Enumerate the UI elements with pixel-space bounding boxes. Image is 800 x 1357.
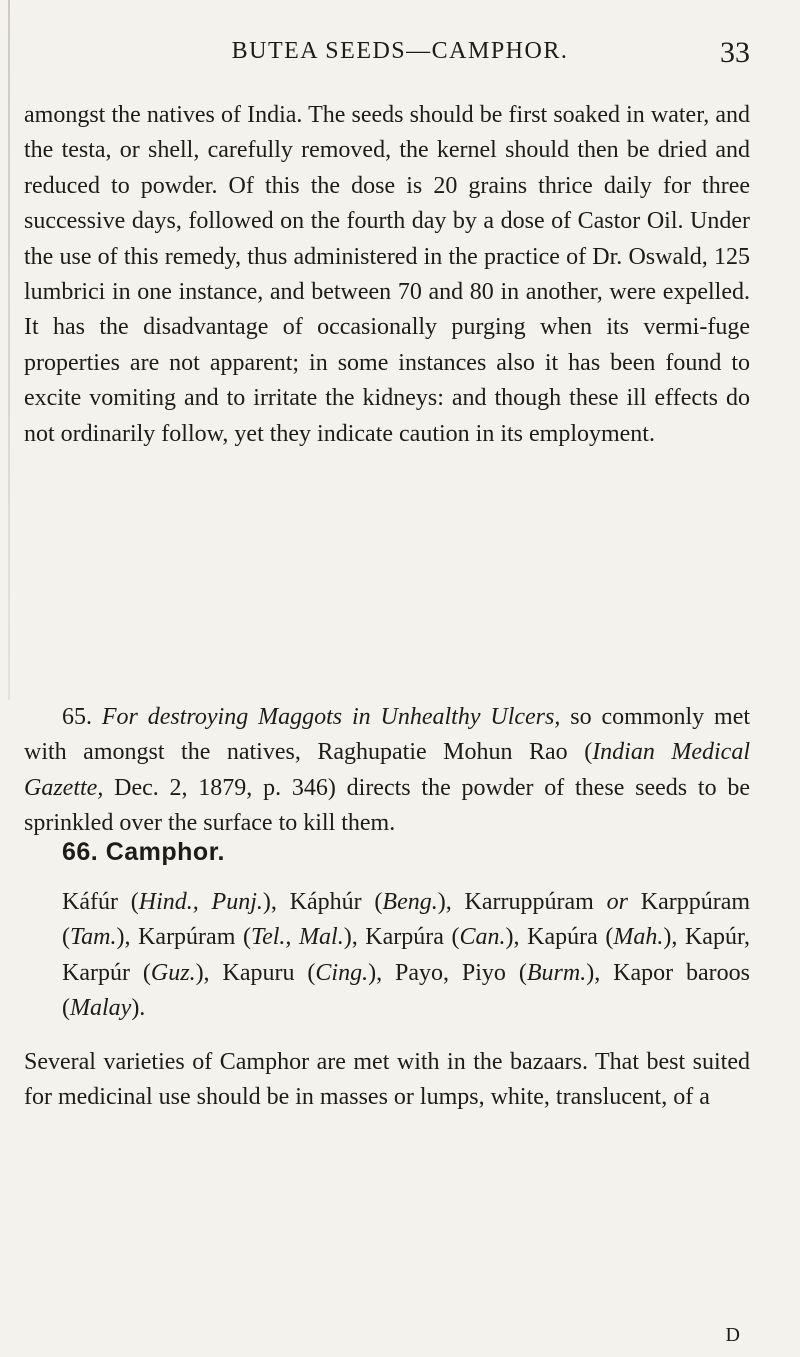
- varieties-block: [24, 1045, 750, 1116]
- section-66-heading: 66. Camphor.: [62, 838, 225, 866]
- intro-paragraph: amongst the natives of India. The seeds should be first soaked in water, and the testa, or shell, carefully removed, the kernel should then be dried and reduced to powder. Of this the dose is 20 grains thrice daily for three successive days, followed on the fourth day by a dose of Castor Oil. Under the use of this remedy, thus administered in the practice of Dr. Oswald, 125 lumbrici in one instance, and between 70 and 80 in another, were expelled. It has the disadvantage of occasionally purging when its vermi-fuge properties are not apparent; in some instances also it has been found to excite vomiting and to irritate the kidneys: and though these ill effects do not ordinarily follow, yet they indicate caution in its employment.: [24, 102, 750, 447]
- synonym-language: Tel., Mal.: [250, 924, 344, 951]
- synonym-name: Karpúram: [138, 924, 236, 951]
- varieties-paragraph: Several varieties of Camphor are met with in the bazaars. That best suited for medicinal use should be in masses or lumps, white, translucent, of a: [24, 1049, 750, 1111]
- section-65-paragraph: [24, 700, 750, 842]
- section-65-text-2: Dec. 2, 1879, p. 346) directs the powder of these seeds to be sprinkled over the surface to kill them.: [24, 774, 751, 837]
- synonym-language: Malay: [70, 995, 132, 1022]
- synonym-name: Kapúra: [527, 924, 598, 951]
- page-edge-shadow: [8, 0, 10, 700]
- synonym-name: Káfúr: [62, 889, 118, 915]
- synonym-name: Karppúram: [640, 889, 751, 915]
- synonym-language: Burm.: [526, 959, 587, 986]
- synonym-name: Káphúr: [289, 889, 362, 915]
- page-header: [0, 36, 800, 76]
- synonym-language: Mah.: [613, 924, 664, 951]
- synonym-name: Karpúra: [365, 924, 444, 951]
- section-65-text-1: so commonly met with amongst the natives, Raghupatie Mohun Rao (: [24, 704, 751, 766]
- synonym-name: Payo, Piyo: [395, 959, 506, 986]
- synonym-name: Kapuru: [222, 959, 295, 986]
- synonym-name: Kapúr, Karpúr: [62, 924, 750, 986]
- section-65-source: Indian Medical Gazette,: [24, 739, 750, 801]
- section-65-number: 65.: [62, 704, 92, 730]
- synonym-language: Guz.: [150, 959, 196, 986]
- page-number: 33: [720, 36, 750, 69]
- signature-mark: D: [725, 1324, 740, 1346]
- synonym-name: Karruppúram: [464, 889, 594, 915]
- intro-paragraph-block: [24, 98, 750, 452]
- running-title: BUTEA SEEDS—CAMPHOR.: [231, 38, 569, 64]
- section-65: [24, 700, 750, 842]
- synonym-or: or: [606, 889, 628, 915]
- synonym-list: Káfúr (Hind., Punj.), Káphúr (Beng.), Karruppúram or Karppúram (Tam.), Karpúram (Tel., Mal.), Karpúra (Can.), Kapúra (Mah.), Kapúr, Karpúr (Guz.), Kapuru (Cing.), Payo, Piyo (Burm.), Kapor baroos (Malay).: [62, 889, 751, 1022]
- synonym-block: [24, 885, 750, 1027]
- synonym-language: Tam.: [70, 924, 117, 951]
- synonym-language: Cing.: [315, 959, 369, 986]
- synonym-language: Can.: [459, 924, 506, 951]
- section-65-title: For destroying Maggots in Unhealthy Ulcers,: [101, 704, 561, 730]
- synonym-language: Hind., Punj.: [138, 889, 263, 915]
- synonym-name: Kapor baroos: [613, 959, 751, 986]
- synonym-language: Beng.: [382, 889, 438, 915]
